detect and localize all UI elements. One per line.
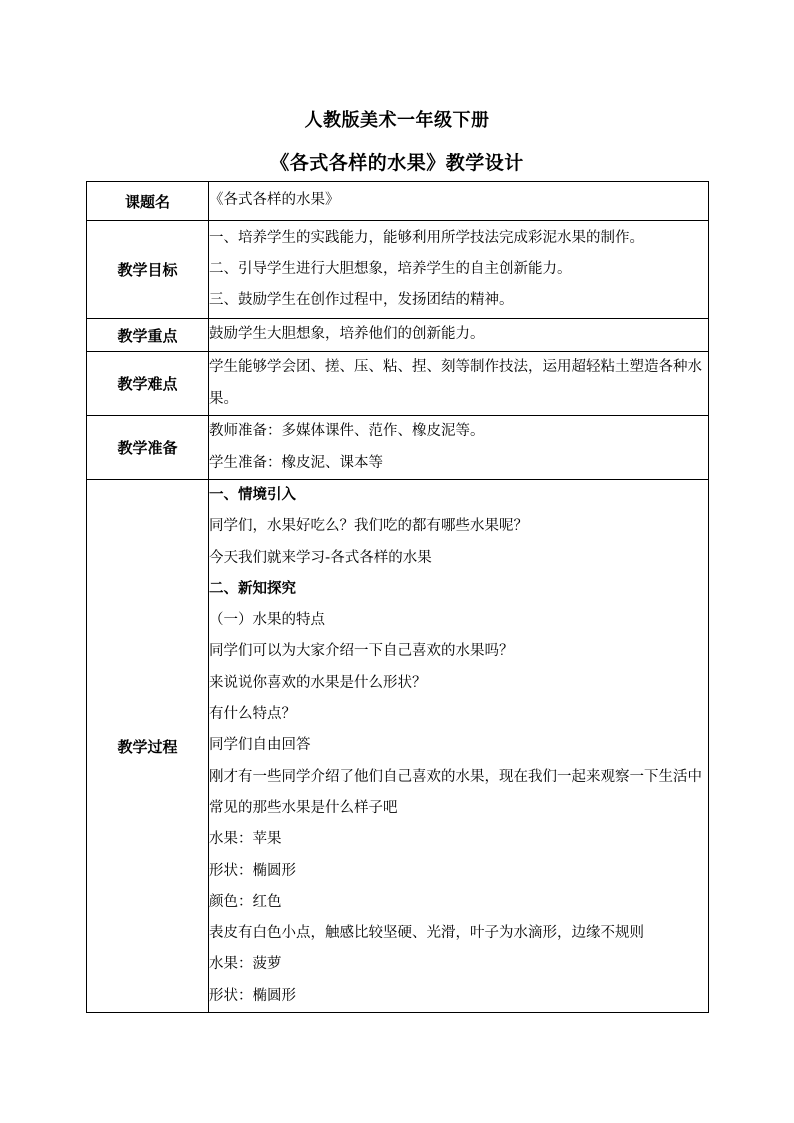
table-row (87, 480, 709, 1013)
content-line: 来说说你喜欢的水果是什么形状？ (209, 674, 427, 691)
section-heading: 一、情境引入 (209, 487, 296, 503)
document-title: 人教版美术一年级下册 (304, 110, 490, 131)
table-row (87, 221, 709, 319)
content-line: 同学们自由回答 (209, 737, 311, 754)
row-content (209, 480, 709, 1013)
table-row (87, 182, 709, 221)
content-line: 学生准备：橡皮泥、课本等 (209, 454, 383, 471)
content-line: 学生能够学会团、搓、压、粘、捏、刻等制作技法，运用超轻粘土塑造各种水果。 (209, 359, 702, 407)
content-line: 今天我们就来学习-各式各样的水果 (209, 549, 432, 566)
content-line: 刚才有一些同学介绍了他们自己喜欢的水果，现在我们一起来观察一下生活中常见的那些水果是什么样子吧 (209, 768, 702, 816)
content-line: 同学们可以为大家介绍一下自己喜欢的水果吗？ (209, 643, 514, 660)
row-content (209, 416, 709, 480)
content-line: 教师准备：多媒体课件、范作、橡皮泥等。 (209, 423, 485, 440)
row-label: 教学重点 (87, 319, 209, 352)
content-line: 表皮有白色小点，触感比较坚硬、光滑，叶子为水滴形，边缘不规则 (209, 925, 644, 942)
content-line: 水果：苹果 (209, 831, 282, 848)
lesson-plan-table (86, 181, 709, 1013)
content-line: 一、培养学生的实践能力，能够利用所学技法完成彩泥水果的制作。 (209, 229, 644, 246)
content-line: 《各式各样的水果》 (209, 192, 340, 209)
document-subtitle: 《各式各样的水果》教学设计 (270, 152, 524, 174)
row-label: 教学难点 (87, 352, 209, 416)
row-content (209, 221, 709, 319)
content-line: 三、鼓励学生在创作过程中，发扬团结的精神。 (209, 292, 514, 309)
row-content (209, 352, 709, 416)
content-line: 形状：椭圆形 (209, 987, 296, 1004)
table-row (87, 319, 709, 352)
content-line: 有什么特点？ (209, 706, 296, 723)
content-line: 鼓励学生大胆想象，培养他们的创新能力。 (209, 326, 485, 343)
section-heading: 二、新知探究 (209, 580, 296, 597)
table-row (87, 352, 709, 416)
row-label: 教学过程 (87, 480, 209, 1013)
row-label: 教学准备 (87, 416, 209, 480)
row-label: 课题名 (87, 182, 209, 221)
table-row (87, 416, 709, 480)
content-line: 二、引导学生进行大胆想象，培养学生的自主创新能力。 (209, 260, 572, 277)
content-line: 颜色：红色 (209, 893, 282, 910)
row-label: 教学目标 (87, 221, 209, 319)
row-content (209, 182, 709, 221)
content-line: 同学们，水果好吃么？我们吃的都有哪些水果呢？ (209, 518, 528, 535)
row-content (209, 319, 709, 352)
content-line: 水果：菠萝 (209, 956, 282, 973)
content-line: 形状：椭圆形 (209, 862, 296, 879)
content-line: （一）水果的特点 (209, 612, 325, 629)
